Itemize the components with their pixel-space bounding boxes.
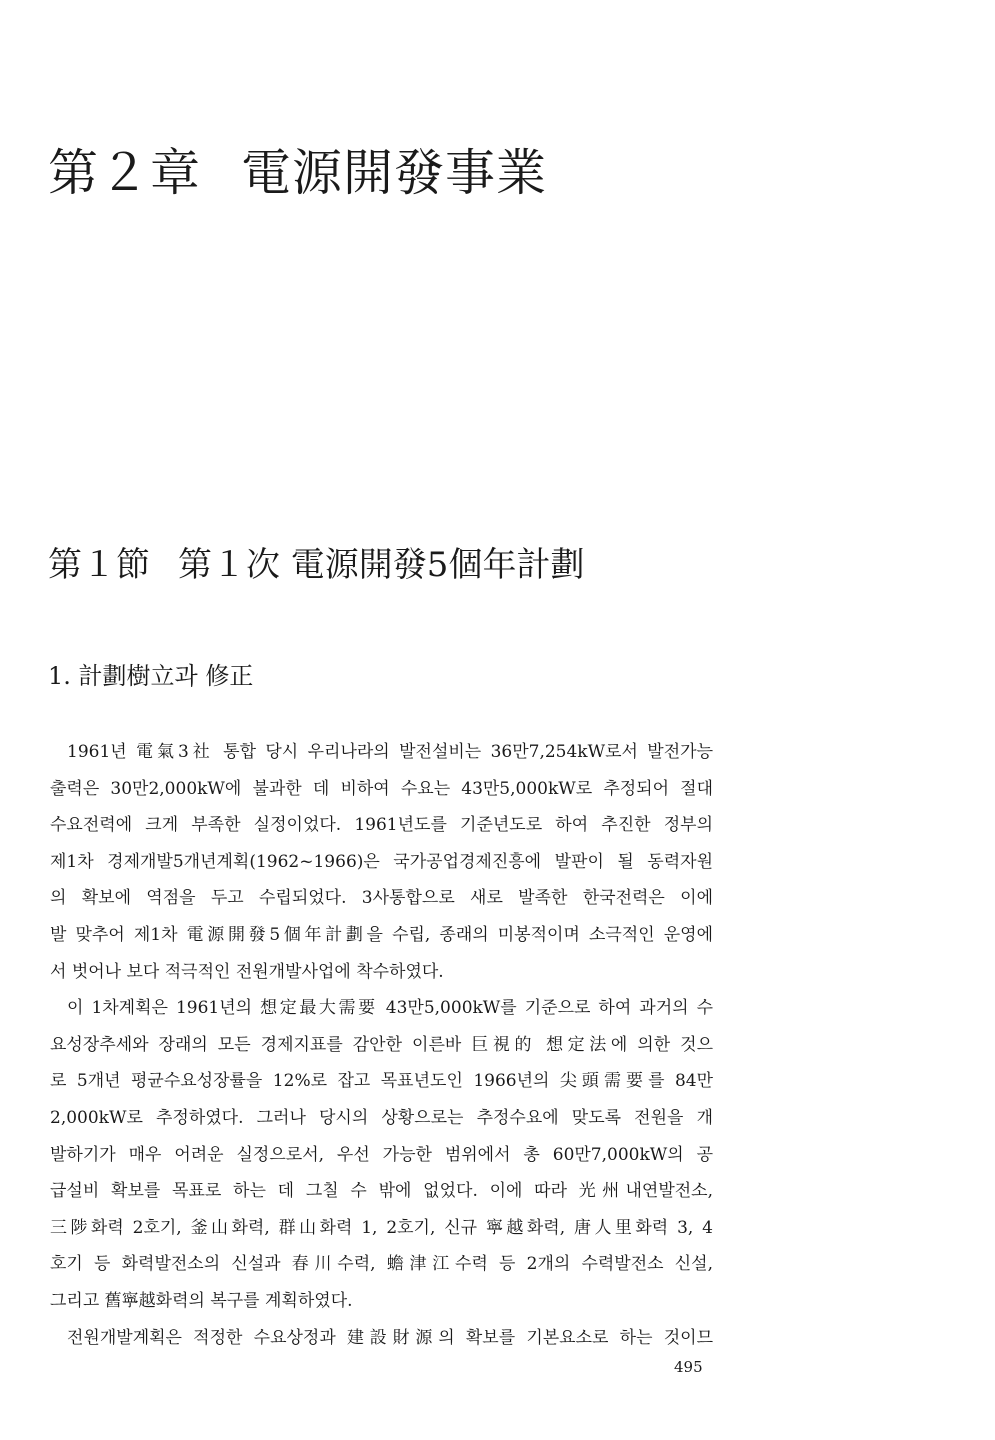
body-line: 2,000kW로 추정하였다. 그러나 당시의 상황으로는 추정수요에 맞도록 전원을 개	[50, 1107, 713, 1128]
chapter-name: 電源開發事業	[241, 144, 547, 202]
section-title	[48, 545, 585, 585]
body-text	[50, 734, 713, 1356]
chapter-title	[48, 144, 547, 202]
body-line: 이 1차계획은 1961년의 想定最大需要 43만5,000kW를 기준으로 하여 과거의 수	[67, 998, 713, 1019]
body-line: 1961년 電氣3社 통합 당시 우리나라의 발전설비는 36만7,254kW로서 발전가능	[67, 742, 713, 762]
body-line: 호기 등 화력발전소의 신설과 春川수력, 蟾津江수력 등 2개의 수력발전소 신설,	[50, 1254, 713, 1275]
body-line: 수요전력에 크게 부족한 실정이었다. 1961년도를 기준년도로 하여 추진한 정부의	[50, 815, 713, 836]
body-line: 출력은 30만2,000kW에 불과한 데 비하여 수요는 43만5,000kW로 추정되어 절대	[50, 778, 713, 799]
subsection-title: 1. 計劃樹立과 修正	[48, 662, 254, 690]
chapter-label: 第２章	[48, 144, 201, 202]
body-line: 발하기가 매우 어려운 실정으로서, 우선 가능한 범위에서 총 60만7,000kW의 공	[50, 1144, 713, 1165]
section-label: 第１節	[48, 545, 150, 585]
body-line: 서 벗어나 보다 적극적인 전원개발사업에 착수하였다.	[50, 961, 444, 982]
section-name: 第１次 電源開發5個年計劃	[178, 545, 585, 585]
body-line: 의 확보에 역점을 두고 수립되었다. 3사통합으로 새로 발족한 한국전력은 이에	[50, 888, 713, 909]
body-line: 요성장추세와 장래의 모든 경제지표를 감안한 이른바 巨視的 想定法에 의한 것으	[50, 1034, 713, 1055]
body-line: 전원개발계획은 적정한 수요상정과 建設財源의 확보를 기본요소로 하는 것이므	[67, 1327, 713, 1348]
body-line: 제1차 경제개발5개년계획(1962~1966)은 국가공업경제진흥에 발판이 될 동력자원	[50, 851, 713, 872]
page-number: 495	[674, 1358, 703, 1376]
body-line: 급설비 확보를 목표로 하는 데 그칠 수 밖에 없었다. 이에 따라 光州내연발전소,	[50, 1181, 713, 1202]
body-line: 三陟화력 2호기, 釜山화력, 群山화력 1, 2호기, 신규 寧越화력, 唐人里화력 3, 4	[50, 1217, 713, 1238]
body-line: 발 맞추어 제1차 電源開發5個年計劃을 수립, 종래의 미봉적이며 소극적인 운영에	[50, 924, 713, 945]
body-line: 로 5개년 평균수요성장률을 12%로 잡고 목표년도인 1966년의 尖頭需要를 84만	[50, 1071, 713, 1092]
body-line: 그리고 舊寧越화력의 복구를 계획하였다.	[50, 1290, 353, 1311]
